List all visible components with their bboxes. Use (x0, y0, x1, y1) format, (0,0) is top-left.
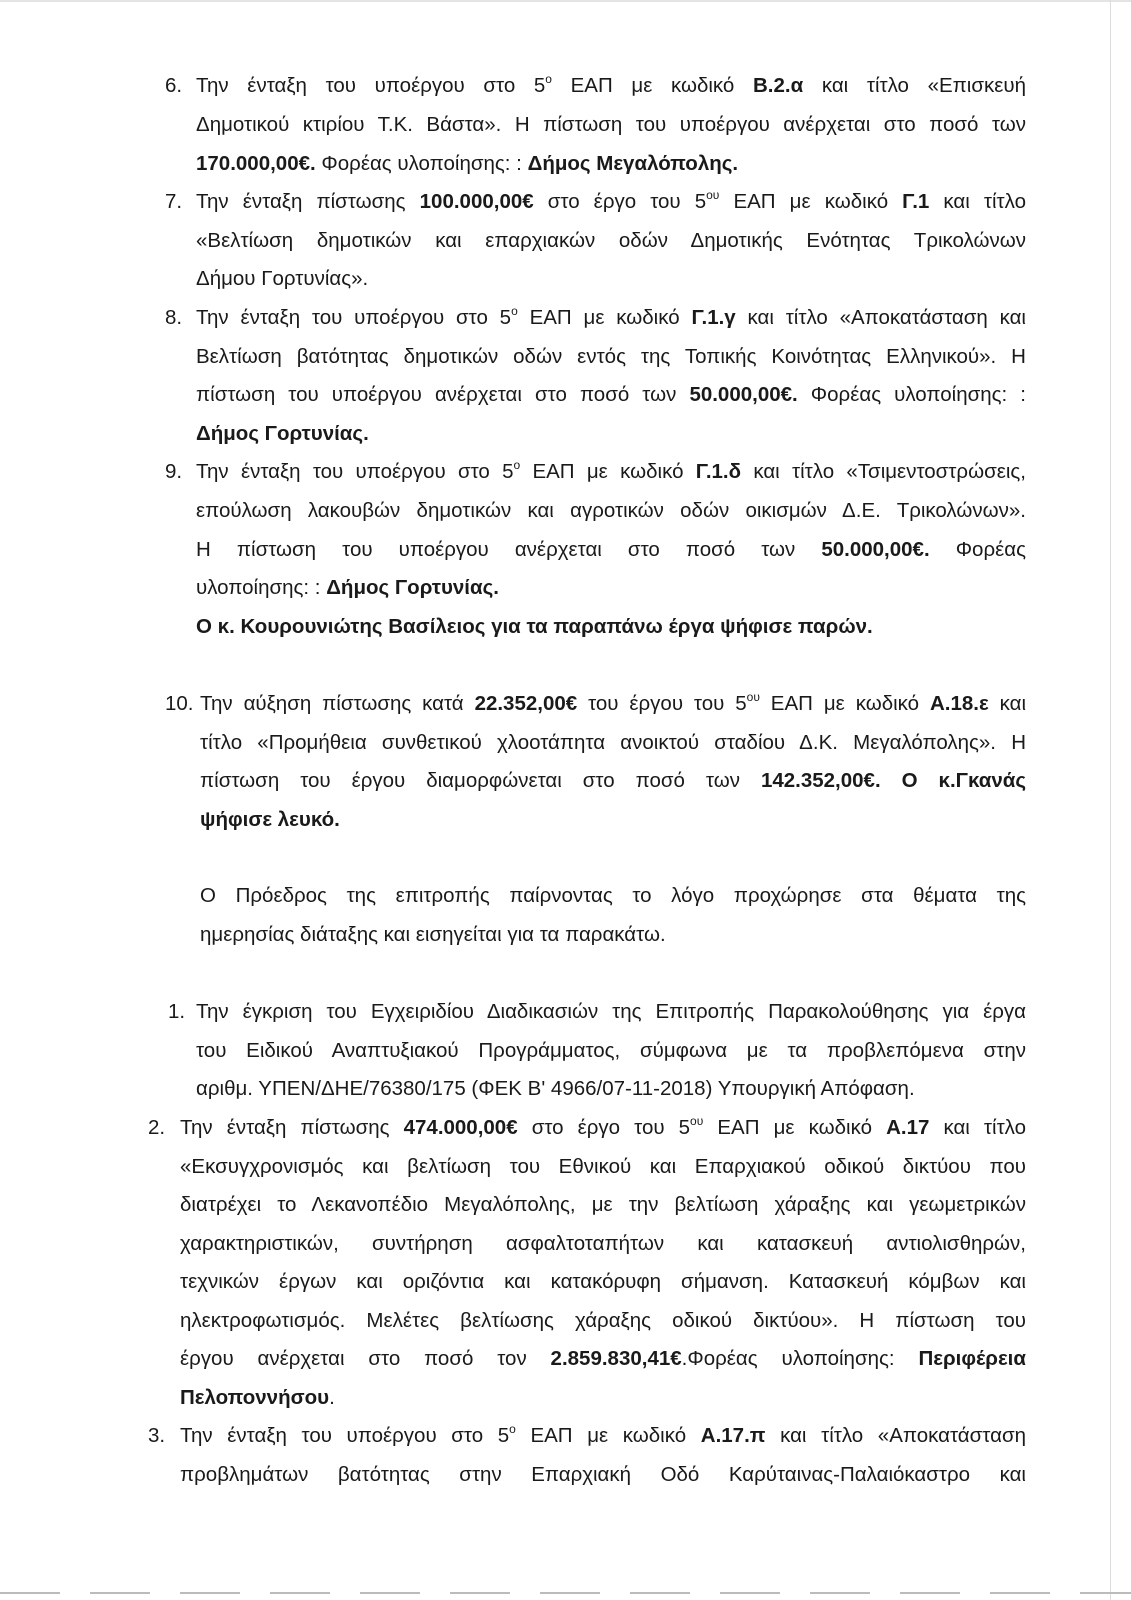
text-segment: Φορέας υλοποίησης: : (797, 383, 1026, 406)
text-segment: Δήμου Γορτυνίας». (196, 267, 369, 290)
text-segment: τεχνικών έργων και οριζόντια και κατακόρυφη σήμανση. Κατασκευή κόμβων και (180, 1270, 1026, 1293)
text-segment: και τίτλο «Αποκατάσταση (765, 1424, 1026, 1447)
list-number: 6. (165, 74, 183, 97)
text-segment: και τίτλο (929, 190, 1027, 213)
superscript: ου (690, 1114, 704, 1128)
text-segment: Την ένταξη του υποέργου στο 5 (196, 460, 514, 483)
bold-text: Γ.1.δ (695, 460, 742, 483)
text-line (200, 690, 1026, 718)
bold-text: Περιφέρεια (918, 1347, 1026, 1370)
text-segment: και τίτλο (929, 1116, 1027, 1139)
text-line (196, 265, 1026, 293)
text-line (196, 111, 1026, 139)
bold-text: Πελοποννήσου (180, 1386, 330, 1409)
text-line (196, 150, 1026, 178)
list-number: 10. (165, 692, 194, 715)
bold-text: Α.18.ε (929, 692, 989, 715)
text-segment: στο έργο του 5 (517, 1116, 691, 1139)
text-segment: ημερησίας διάταξης και εισηγείται για τα παρακάτω. (200, 923, 666, 946)
text-segment: Ο Πρόεδρος της επιτροπής παίρνοντας το λόγο προχώρησε στα θέματα της (200, 884, 1026, 907)
text-line (180, 1114, 1026, 1142)
text-segment: ΕΑΠ με κωδικό (759, 692, 930, 715)
scan-edge-right (1110, 0, 1111, 1600)
text-line (180, 1384, 1026, 1412)
text-segment: ΕΑΠ με κωδικό (551, 74, 753, 97)
text-segment: ΕΑΠ με κωδικό (515, 1424, 701, 1447)
text-segment: και τίτλο «Επισκευή (803, 74, 1027, 97)
text-line (200, 729, 1026, 757)
text-segment: του Ειδικού Αναπτυξιακού Προγράμματος, σύμφωνα με τα προβλεπόμενα στην (196, 1039, 1026, 1062)
bold-text: Α.17.π (700, 1424, 766, 1447)
text-segment: πίστωση του έργου διαμορφώνεται στο ποσό των (200, 769, 761, 792)
list-number: 2. (148, 1116, 166, 1139)
text-line (196, 188, 1026, 216)
text-segment: Φορέας (929, 538, 1026, 561)
text-segment: και τίτλο «Τσιμεντοστρώσεις, (741, 460, 1026, 483)
text-segment: χαρακτηριστικών, συντήρηση ασφαλτοταπήτων και κατασκευή αντιολισθηρών, (180, 1232, 1026, 1255)
scan-edge-bottom (0, 1592, 1131, 1594)
text-line (196, 458, 1026, 486)
text-segment: ΕΑΠ με κωδικό (520, 460, 696, 483)
text-segment: τίτλο «Προμήθεια συνθετικού χλοοτάπητα ανοικτού σταδίου Δ.Κ. Μεγαλόπολης». Η (200, 731, 1026, 754)
bold-text: 22.352,00€ (474, 692, 578, 715)
text-segment: Την ένταξη πίστωσης (196, 190, 420, 213)
text-line (200, 806, 1026, 834)
bold-text: Δήμος Γορτυνίας. (326, 576, 499, 599)
text-segment: διατρέχει το Λεκανοπέδιο Μεγαλόπολης, με την βελτίωση χάραξης και γεωμετρικών (180, 1193, 1026, 1216)
text-segment: προβλημάτων βατότητας στην Επαρχιακή Οδό Καρύταινας-Παλαιόκαστρο και (180, 1463, 1026, 1486)
text-line (180, 1422, 1026, 1450)
bold-text: 474.000,00€ (403, 1116, 518, 1139)
text-line (200, 921, 1026, 949)
text-line (196, 1075, 1026, 1103)
text-segment: Την ένταξη του υποέργου στο 5 (180, 1424, 510, 1447)
list-number: 1. (168, 1000, 186, 1023)
list-number: 7. (165, 190, 183, 213)
text-line (196, 72, 1026, 100)
bold-text: 100.000,00€ (419, 190, 534, 213)
text-segment: ηλεκτροφωτισμός. Μελέτες βελτίωσης χάραξης οδικού δικτύου». Η πίστωση του (180, 1309, 1026, 1332)
text-segment: στο έργο του 5 (533, 190, 707, 213)
bold-text: 170.000,00€. (196, 152, 316, 175)
bold-text: Γ.1 (902, 190, 930, 213)
text-line (196, 497, 1026, 525)
bold-text: 50.000,00€. (821, 538, 930, 561)
text-segment: Δημοτικού κτιρίου Τ.Κ. Βάστα». Η πίστωση του υποέργου ανέρχεται στο ποσό των (196, 113, 1026, 136)
superscript: ο (511, 304, 518, 318)
bold-text: Δήμος Γορτυνίας. (196, 422, 369, 445)
text-segment: ΕΑΠ με κωδικό (517, 306, 692, 329)
bold-text: Ο κ. Κουρουνιώτης Βασίλειος για τα παραπάνω έργα ψήφισε παρών. (196, 615, 873, 638)
bold-text: 50.000,00€. (689, 383, 798, 406)
superscript: ο (509, 1422, 516, 1436)
text-line (196, 304, 1026, 332)
scan-edge-top (0, 0, 1131, 2)
text-segment: Την έγκριση του Εγχειριδίου Διαδικασιών της Επιτροπής Παρακολούθησης για έργα (196, 1000, 1026, 1023)
text-segment: «Βελτίωση δημοτικών και επαρχιακών οδών Δημοτικής Ενότητας Τρικολώνων (196, 229, 1026, 252)
text-segment: πίστωση του υποέργου ανέρχεται στο ποσό των (196, 383, 690, 406)
text-segment: Βελτίωση βατότητας δημοτικών οδών εντός της Τοπικής Κοινότητας Ελληνικού». Η (196, 345, 1026, 368)
superscript: ο (513, 458, 521, 472)
text-segment: Την ένταξη του υποέργου στο 5 (196, 74, 546, 97)
text-line (180, 1268, 1026, 1296)
text-line (196, 343, 1026, 371)
text-segment: Φορέας υλοποίησης: : (315, 152, 528, 175)
text-segment: έργου ανέρχεται στο ποσό τον (180, 1347, 551, 1370)
bold-text: Α.17 (886, 1116, 930, 1139)
text-line (180, 1345, 1026, 1373)
text-segment: αριθμ. ΥΠΕΝ/ΔΗΕ/76380/175 (ΦΕΚ Β' 4966/07-11-2018) Υπουργική Απόφαση. (196, 1077, 915, 1100)
bold-text: 2.859.830,41€ (550, 1347, 682, 1370)
text-line (196, 227, 1026, 255)
text-segment: και τίτλο «Αποκατάσταση και (735, 306, 1026, 329)
superscript: ου (746, 690, 760, 704)
text-line (200, 767, 1026, 795)
text-segment: υλοποίησης: : (196, 576, 327, 599)
text-segment: Η πίστωση του υποέργου ανέρχεται στο ποσό των (196, 538, 822, 561)
text-line (196, 1037, 1026, 1065)
text-segment: του έργου του 5 (577, 692, 747, 715)
text-line (196, 536, 1026, 564)
text-line (180, 1307, 1026, 1335)
bold-text: Β.2.α (752, 74, 804, 97)
text-line (196, 381, 1026, 409)
text-line (200, 882, 1026, 910)
bold-text: ψήφισε λευκό. (200, 808, 340, 831)
text-segment: . (329, 1386, 335, 1409)
text-line (180, 1230, 1026, 1258)
list-number: 3. (148, 1424, 166, 1447)
text-line (196, 613, 1026, 641)
text-line (196, 574, 1026, 602)
text-line (180, 1191, 1026, 1219)
bold-text: 142.352,00€. Ο κ.Γκανάς (760, 769, 1026, 792)
bold-text: Δήμος Μεγαλόπολης. (527, 152, 739, 175)
text-segment: και (988, 692, 1027, 715)
list-number: 8. (165, 306, 183, 329)
text-segment: επούλωση λακουβών δημοτικών και αγροτικών οδών οικισμών Δ.Ε. Τρικολώνων». (196, 499, 1026, 522)
text-segment: Την ένταξη του υποέργου στο 5 (196, 306, 512, 329)
text-segment: ΕΑΠ με κωδικό (719, 190, 903, 213)
text-segment: Την ένταξη πίστωσης (180, 1116, 404, 1139)
superscript: ου (706, 188, 720, 202)
superscript: ο (545, 72, 552, 86)
text-line (180, 1461, 1026, 1489)
bold-text: Γ.1.γ (691, 306, 736, 329)
text-segment: Την αύξηση πίστωσης κατά (200, 692, 475, 715)
text-line (196, 998, 1026, 1026)
text-line (196, 420, 1026, 448)
list-number: 9. (165, 460, 183, 483)
text-segment: «Εκσυγχρονισμός και βελτίωση του Εθνικού και Επαρχιακού οδικού δικτύου που (180, 1155, 1026, 1178)
text-segment: ΕΑΠ με κωδικό (703, 1116, 887, 1139)
text-segment: .Φορέας υλοποίησης: (681, 1347, 919, 1370)
text-line (180, 1153, 1026, 1181)
